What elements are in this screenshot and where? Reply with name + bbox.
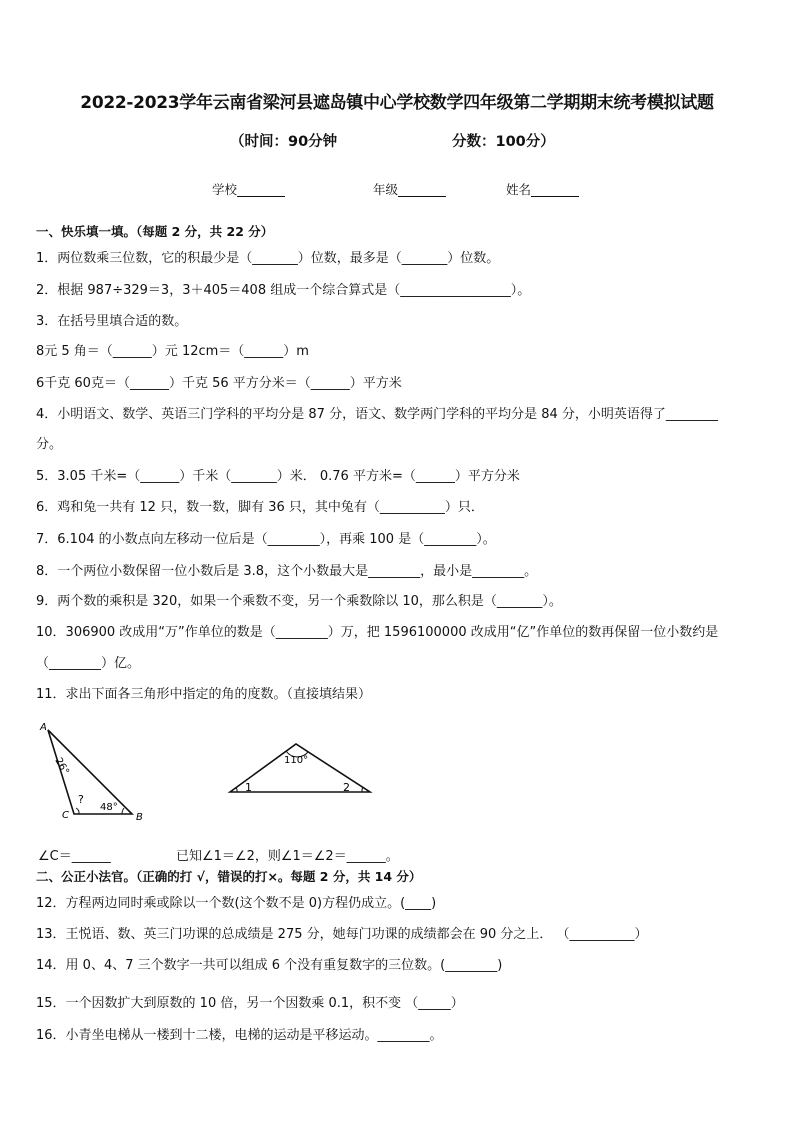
grade-blank[interactable] — [398, 182, 446, 197]
question-6: 6．鸡和兔一共有 12 只，数一数，脚有 36 只，其中兔有（__________）只． — [36, 500, 484, 515]
grade-field — [373, 180, 446, 198]
angle-c-answer: ∠C＝______ — [38, 849, 111, 864]
score-label: 分数：100分） — [452, 134, 555, 150]
school-label: 学校 — [212, 182, 238, 197]
question-3: 3．在括号里填合适的数。 — [36, 314, 188, 329]
question-2: 2．根据 987÷329＝3，3＋405＝408 组成一个综合算式是（_________________）。 — [36, 283, 531, 298]
question-8: 8．一个两位小数保留一位小数后是 3.8，这个小数最大是________，最小是________。 — [36, 564, 538, 579]
question-13: 13．王悦语、数、英三门功课的总成绩是 275 分，她每门功课的成绩都会在 90 分之上． （__________） — [36, 927, 648, 942]
section-2-heading: 二、公正小法官。（正确的打 √，错误的打×。每题 2 分，共 14 分） — [36, 869, 422, 884]
question-9: 9．两个数的乘积是 320，如果一个乘数不变，另一个乘数除以 10，那么积是（_______）。 — [36, 594, 562, 609]
angle-1-label: 1 — [245, 781, 252, 794]
angle-b-arc — [122, 808, 124, 814]
vertex-b-label: B — [136, 812, 143, 823]
angle-c-arc — [76, 808, 79, 814]
question-3-part-b: 6千克 60克＝（______）千克 56 平方分米＝（______）平方米 — [36, 376, 402, 391]
top-angle-label: 110° — [284, 755, 309, 766]
question-15: 15．一个因数扩大到原数的 10 倍，另一个因数乘 0.1，积不变 （_____） — [36, 996, 464, 1011]
question-11: 11．求出下面各三角形中指定的角的度数。（直接填结果） — [36, 687, 372, 702]
question-1: 1．两位数乘三位数，它的积最少是（_______）位数，最多是（_______）位数。 — [36, 251, 500, 266]
question-14: 14．用 0、4、7 三个数字一共可以组成 6 个没有重复数字的三位数。(________) — [36, 958, 503, 973]
angle-2-label: 2 — [343, 781, 350, 794]
question-10-line-2: （________）亿。 — [36, 656, 141, 671]
question-16: 16．小青坐电梯从一楼到十二楼，电梯的运动是平移运动。________。 — [36, 1028, 443, 1043]
school-blank[interactable] — [237, 182, 285, 197]
question-3-part-a: 8元 5 角＝（______）元 12cm＝（______）m — [36, 344, 309, 359]
name-blank[interactable] — [531, 182, 579, 197]
name-field — [506, 180, 579, 198]
question-7: 7．6.104 的小数点向左移动一位后是（________），再乘 100 是（________）。 — [36, 532, 496, 547]
question-10-line-1: 10．306900 改成用“万”作单位的数是（________）万，把 1596100000 改成用“亿”作单位的数再保留一位小数约是 — [36, 625, 719, 640]
angle-b-label: 48° — [100, 802, 118, 813]
grade-label: 年级 — [373, 182, 399, 197]
triangle-abc-figure — [38, 718, 158, 826]
name-label: 姓名 — [506, 182, 532, 197]
angle-c-label: ? — [78, 793, 84, 806]
question-5: 5．3.05 千米=（______）千米（_______）米． 0.76 平方米=（______）平方分米 — [36, 469, 520, 484]
page-title: 2022-2023学年云南省梁河县遮岛镇中心学校数学四年级第二学期期末统考模拟试题 — [80, 93, 714, 113]
time-label: （时间：90分钟 — [230, 134, 338, 150]
vertex-a-label: A — [40, 722, 47, 733]
vertex-c-label: C — [62, 810, 69, 821]
question-12: 12．方程两边同时乘或除以一个数(这个数不是 0)方程仍成立。(____) — [36, 896, 437, 911]
triangle-110-figure — [222, 738, 376, 798]
angle-a-label: 26° — [52, 756, 71, 777]
section-1-heading: 一、快乐填一填。（每题 2 分，共 22 分） — [36, 224, 274, 239]
question-4-line-2: 分。 — [36, 437, 63, 452]
school-field — [212, 180, 285, 198]
question-4-line-1: 4．小明语文、数学、英语三门学科的平均分是 87 分，语文、数学两门学科的平均分是 84 分，小明英语得了________ — [36, 407, 718, 422]
angle-12-answer: 已知∠1＝∠2，则∠1＝∠2＝______。 — [176, 849, 399, 864]
